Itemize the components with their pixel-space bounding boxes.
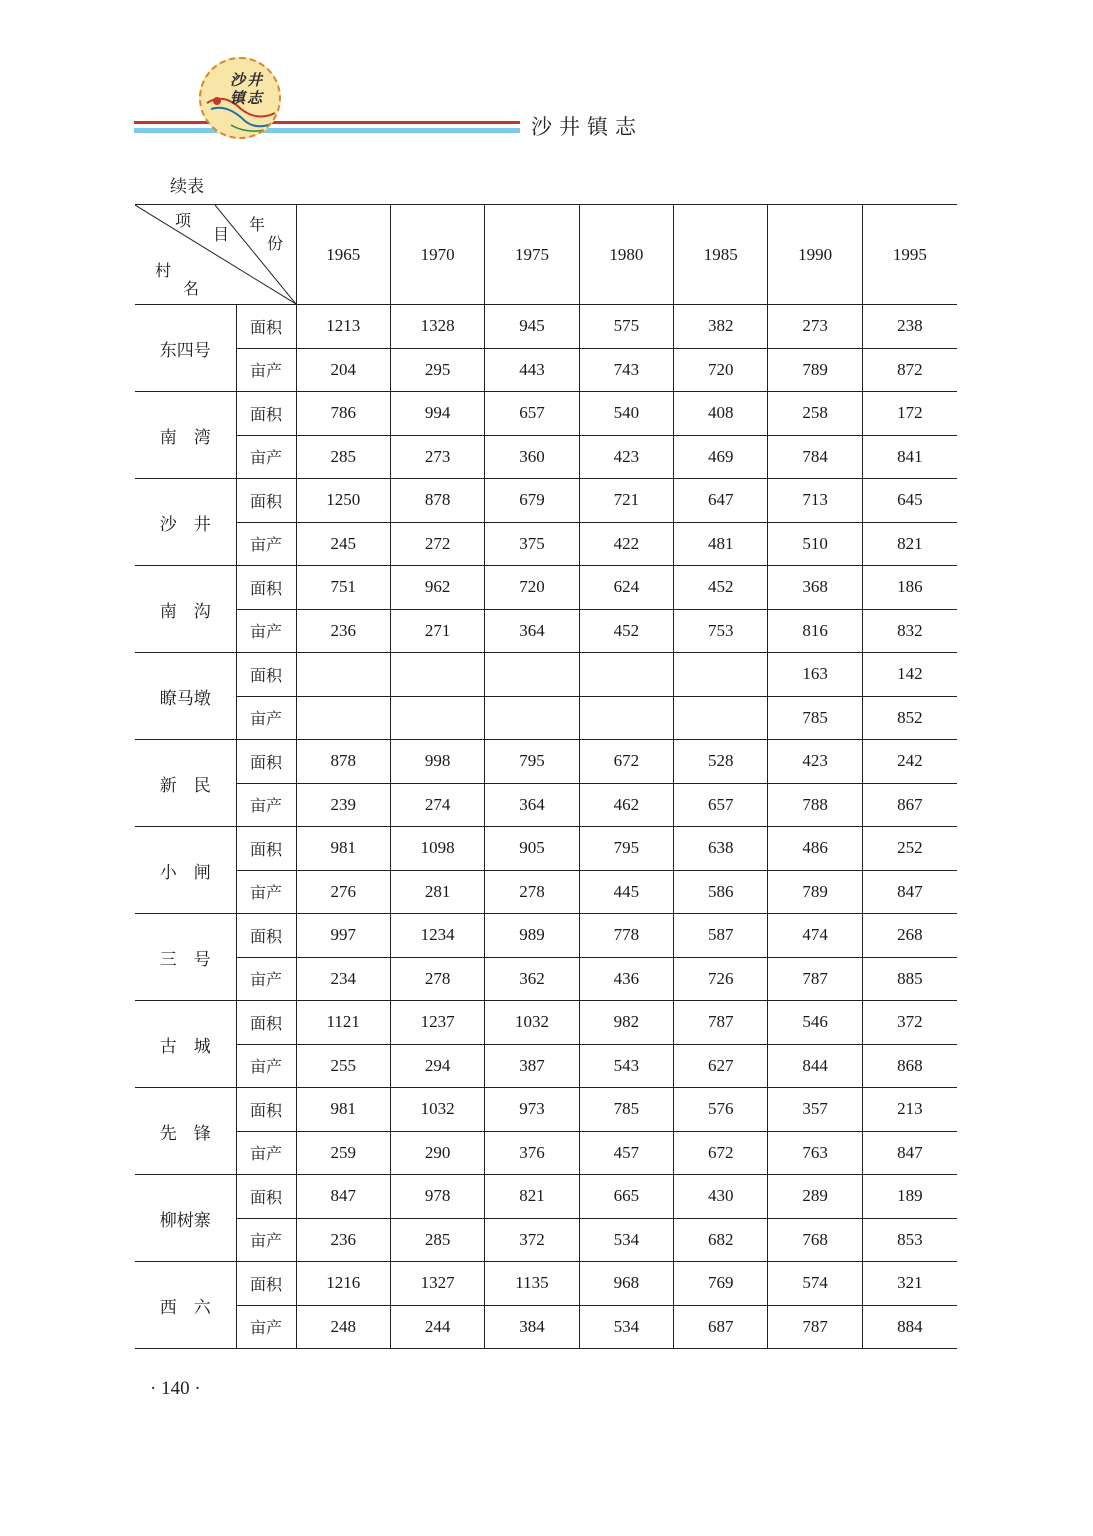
table-row [135,696,957,740]
value-cell: 587 [674,914,768,958]
value-cell: 575 [579,305,673,349]
value-cell: 1237 [390,1001,484,1045]
table-row [135,1001,957,1045]
value-cell: 657 [674,783,768,827]
metric-label-cell: 亩产 [236,957,296,1001]
value-cell: 295 [390,348,484,392]
table-row [135,1044,957,1088]
value-cell [485,696,579,740]
value-cell: 457 [579,1131,673,1175]
value-cell: 469 [674,435,768,479]
value-cell: 362 [485,957,579,1001]
value-cell: 647 [674,479,768,523]
value-cell: 586 [674,870,768,914]
value-cell: 408 [674,392,768,436]
value-cell [674,653,768,697]
metric-label-cell: 面积 [236,479,296,523]
value-cell: 574 [768,1262,862,1306]
metric-label-cell: 亩产 [236,1044,296,1088]
value-cell: 679 [485,479,579,523]
value-cell: 998 [390,740,484,784]
value-cell: 821 [862,522,957,566]
value-cell: 436 [579,957,673,1001]
value-cell: 1121 [296,1001,390,1045]
diag-village-char2: 名 [183,279,200,298]
village-name-cell: 西 六 [135,1262,236,1349]
value-cell: 142 [862,653,957,697]
value-cell: 1216 [296,1262,390,1306]
book-logo-seal [199,57,281,139]
value-cell: 272 [390,522,484,566]
value-cell [579,696,673,740]
value-cell: 878 [390,479,484,523]
table-row [135,348,957,392]
value-cell: 852 [862,696,957,740]
table-row [135,914,957,958]
diag-item-char1: 项 [175,211,192,230]
value-cell: 962 [390,566,484,610]
value-cell: 278 [485,870,579,914]
year-header: 1995 [862,205,957,305]
value-cell: 638 [674,827,768,871]
value-cell: 245 [296,522,390,566]
value-cell: 242 [862,740,957,784]
book-title: 沙井镇志 [531,115,643,139]
table-row [135,566,957,610]
value-cell: 787 [768,1305,862,1349]
value-cell: 1098 [390,827,484,871]
value-cell: 672 [674,1131,768,1175]
value-cell: 186 [862,566,957,610]
metric-label-cell: 面积 [236,305,296,349]
value-cell: 268 [862,914,957,958]
value-cell: 364 [485,609,579,653]
value-cell: 368 [768,566,862,610]
value-cell: 430 [674,1175,768,1219]
value-cell: 1135 [485,1262,579,1306]
metric-label-cell: 亩产 [236,783,296,827]
metric-label-cell: 面积 [236,1088,296,1132]
table-row [135,392,957,436]
value-cell: 785 [579,1088,673,1132]
value-cell: 528 [674,740,768,784]
value-cell: 1250 [296,479,390,523]
value-cell: 982 [579,1001,673,1045]
village-name-cell: 新 民 [135,740,236,827]
year-header: 1975 [485,205,579,305]
metric-label-cell: 面积 [236,740,296,784]
value-cell: 481 [674,522,768,566]
value-cell: 172 [862,392,957,436]
value-cell: 787 [768,957,862,1001]
value-cell: 751 [296,566,390,610]
metric-label-cell: 亩产 [236,522,296,566]
value-cell: 372 [862,1001,957,1045]
value-cell: 376 [485,1131,579,1175]
diag-year-char1: 年 [249,215,266,234]
value-cell [390,696,484,740]
table-row [135,1218,957,1262]
metric-label-cell: 面积 [236,566,296,610]
value-cell: 285 [390,1218,484,1262]
value-cell: 978 [390,1175,484,1219]
table-row [135,1175,957,1219]
table-row [135,522,957,566]
value-cell: 259 [296,1131,390,1175]
value-cell: 576 [674,1088,768,1132]
value-cell: 423 [768,740,862,784]
value-cell: 778 [579,914,673,958]
page-header [0,0,1093,150]
value-cell: 624 [579,566,673,610]
value-cell: 445 [579,870,673,914]
village-name-cell: 先 锋 [135,1088,236,1175]
value-cell: 945 [485,305,579,349]
value-cell: 163 [768,653,862,697]
diag-item-char2: 目 [213,225,230,244]
value-cell: 372 [485,1218,579,1262]
value-cell [390,653,484,697]
table-row [135,827,957,871]
value-cell: 543 [579,1044,673,1088]
value-cell: 189 [862,1175,957,1219]
value-cell: 720 [674,348,768,392]
table-row [135,1088,957,1132]
value-cell: 234 [296,957,390,1001]
value-cell: 789 [768,870,862,914]
value-cell: 1327 [390,1262,484,1306]
value-cell: 290 [390,1131,484,1175]
village-name-cell: 南 湾 [135,392,236,479]
metric-label-cell: 面积 [236,914,296,958]
value-cell: 252 [862,827,957,871]
value-cell: 278 [390,957,484,1001]
value-cell: 285 [296,435,390,479]
value-cell: 968 [579,1262,673,1306]
table-row [135,609,957,653]
value-cell: 364 [485,783,579,827]
value-cell: 486 [768,827,862,871]
value-cell: 763 [768,1131,862,1175]
value-cell: 281 [390,870,484,914]
value-cell: 387 [485,1044,579,1088]
value-cell: 534 [579,1305,673,1349]
value-cell: 540 [579,392,673,436]
value-cell: 1213 [296,305,390,349]
table-row [135,1262,957,1306]
table-row [135,783,957,827]
diag-year-char2: 份 [267,234,284,253]
value-cell: 784 [768,435,862,479]
value-cell [485,653,579,697]
value-cell: 989 [485,914,579,958]
value-cell: 973 [485,1088,579,1132]
value-cell: 546 [768,1001,862,1045]
value-cell: 422 [579,522,673,566]
value-cell: 769 [674,1262,768,1306]
value-cell: 255 [296,1044,390,1088]
value-cell: 244 [390,1305,484,1349]
year-header: 1980 [579,205,673,305]
table-continued-label: 续表 [170,177,204,197]
value-cell: 213 [862,1088,957,1132]
metric-label-cell: 面积 [236,1001,296,1045]
value-cell: 276 [296,870,390,914]
value-cell: 294 [390,1044,484,1088]
value-cell: 357 [768,1088,862,1132]
value-cell: 853 [862,1218,957,1262]
value-cell: 816 [768,609,862,653]
value-cell: 867 [862,783,957,827]
metric-label-cell: 亩产 [236,435,296,479]
value-cell: 423 [579,435,673,479]
value-cell [674,696,768,740]
value-cell: 872 [862,348,957,392]
value-cell: 534 [579,1218,673,1262]
value-cell [579,653,673,697]
value-cell: 462 [579,783,673,827]
value-cell: 384 [485,1305,579,1349]
table-row [135,1131,957,1175]
value-cell: 238 [862,305,957,349]
metric-label-cell: 面积 [236,392,296,436]
village-name-cell: 南 沟 [135,566,236,653]
diagonal-header-cell [135,205,296,305]
value-cell: 204 [296,348,390,392]
village-name-cell: 东四号 [135,305,236,392]
value-cell: 868 [862,1044,957,1088]
value-cell: 271 [390,609,484,653]
value-cell: 510 [768,522,862,566]
metric-label-cell: 亩产 [236,609,296,653]
year-header: 1965 [296,205,390,305]
value-cell: 743 [579,348,673,392]
value-cell: 289 [768,1175,862,1219]
value-cell: 720 [485,566,579,610]
metric-label-cell: 亩产 [236,1305,296,1349]
value-cell: 981 [296,827,390,871]
diag-village-char1: 村 [155,261,172,280]
value-cell: 841 [862,435,957,479]
table-row [135,1305,957,1349]
metric-label-cell: 亩产 [236,1131,296,1175]
year-header: 1970 [390,205,484,305]
village-name-cell: 三 号 [135,914,236,1001]
value-cell: 821 [485,1175,579,1219]
value-cell: 713 [768,479,862,523]
value-cell: 786 [296,392,390,436]
value-cell: 360 [485,435,579,479]
metric-label-cell: 亩产 [236,1218,296,1262]
logo-text: 沙井 镇志 [229,71,264,107]
value-cell: 687 [674,1305,768,1349]
value-cell: 443 [485,348,579,392]
table-row [135,435,957,479]
value-cell: 1234 [390,914,484,958]
village-name-cell: 古 城 [135,1001,236,1088]
value-cell: 847 [862,870,957,914]
value-cell: 645 [862,479,957,523]
table-row [135,653,957,697]
value-cell: 753 [674,609,768,653]
metric-label-cell: 亩产 [236,870,296,914]
table-row [135,305,957,349]
page-number: · 140 · [150,1378,201,1399]
value-cell [296,653,390,697]
value-cell: 885 [862,957,957,1001]
village-name-cell: 瞭马墩 [135,653,236,740]
value-cell: 665 [579,1175,673,1219]
value-cell: 274 [390,783,484,827]
value-cell: 844 [768,1044,862,1088]
metric-label-cell: 面积 [236,653,296,697]
value-cell: 627 [674,1044,768,1088]
metric-label-cell: 亩产 [236,696,296,740]
value-cell: 682 [674,1218,768,1262]
village-name-cell: 柳树寨 [135,1175,236,1262]
value-cell: 1328 [390,305,484,349]
header-rule-red [134,121,520,124]
value-cell: 884 [862,1305,957,1349]
value-cell: 382 [674,305,768,349]
value-cell: 997 [296,914,390,958]
value-cell: 258 [768,392,862,436]
value-cell: 726 [674,957,768,1001]
header-rule-blue [134,128,520,133]
value-cell: 672 [579,740,673,784]
metric-label-cell: 面积 [236,827,296,871]
value-cell: 795 [485,740,579,784]
diagonal-lines [135,205,296,304]
value-cell: 452 [579,609,673,653]
village-name-cell: 沙 井 [135,479,236,566]
value-cell: 788 [768,783,862,827]
value-cell: 721 [579,479,673,523]
table-row [135,479,957,523]
value-cell: 785 [768,696,862,740]
metric-label-cell: 亩产 [236,348,296,392]
value-cell: 273 [390,435,484,479]
year-header: 1990 [768,205,862,305]
value-cell: 795 [579,827,673,871]
value-cell: 994 [390,392,484,436]
value-cell: 657 [485,392,579,436]
table-row [135,957,957,1001]
value-cell: 452 [674,566,768,610]
value-cell: 1032 [485,1001,579,1045]
value-cell [296,696,390,740]
value-cell: 248 [296,1305,390,1349]
value-cell: 905 [485,827,579,871]
value-cell: 239 [296,783,390,827]
value-cell: 878 [296,740,390,784]
table-body [135,305,957,1349]
village-crop-table [135,204,957,1349]
table-row [135,870,957,914]
metric-label-cell: 面积 [236,1262,296,1306]
value-cell: 789 [768,348,862,392]
village-name-cell: 小 闸 [135,827,236,914]
value-cell: 787 [674,1001,768,1045]
value-cell: 273 [768,305,862,349]
value-cell: 981 [296,1088,390,1132]
value-cell: 847 [296,1175,390,1219]
value-cell: 847 [862,1131,957,1175]
value-cell: 236 [296,609,390,653]
table-row [135,740,957,784]
value-cell: 768 [768,1218,862,1262]
value-cell: 474 [768,914,862,958]
metric-label-cell: 面积 [236,1175,296,1219]
value-cell: 321 [862,1262,957,1306]
table-header-row [135,205,957,305]
value-cell: 1032 [390,1088,484,1132]
value-cell: 375 [485,522,579,566]
value-cell: 236 [296,1218,390,1262]
year-header: 1985 [674,205,768,305]
value-cell: 832 [862,609,957,653]
